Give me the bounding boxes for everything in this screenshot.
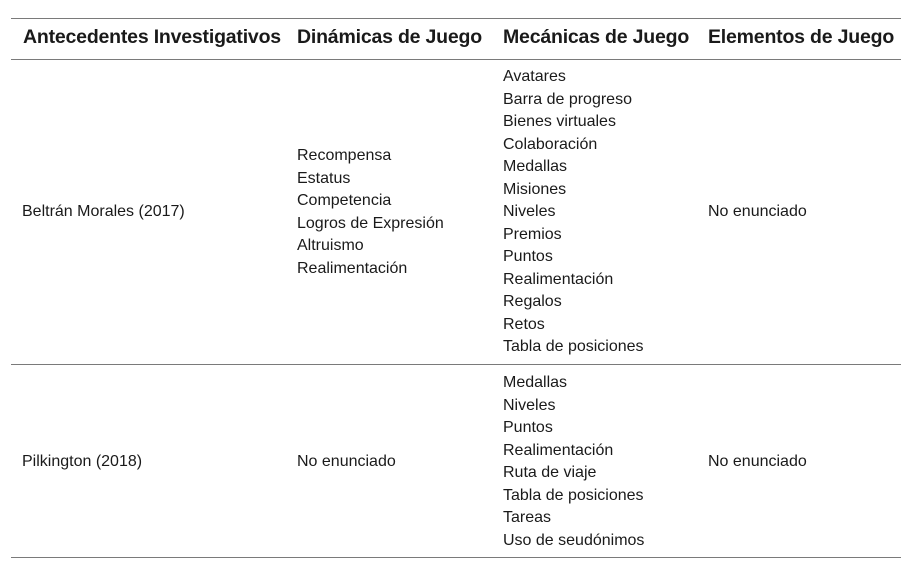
list-item: Bienes virtuales (503, 113, 616, 130)
list-item: Misiones (503, 180, 567, 198)
row2-antecedente: Pilkington (2018) (22, 453, 143, 470)
list-item: Realimentación (503, 441, 614, 459)
list-item: Niveles (503, 203, 556, 220)
list-item: Recompensa (297, 147, 392, 164)
header-rule (11, 59, 901, 60)
row1-mecanicas-list (503, 66, 644, 359)
list-item: Medallas (503, 374, 568, 391)
list-item: Medallas (503, 158, 568, 175)
list-item: Tareas (503, 509, 552, 526)
list-item: Puntos (503, 419, 553, 436)
row-divider (11, 364, 901, 365)
list-item: Barra de progreso (503, 90, 632, 108)
row2-mecanicas-list (503, 372, 644, 552)
list-item: Premios (503, 225, 562, 243)
row2-dinamicas: No enunciado (297, 453, 396, 470)
row1-dinamicas-list (297, 145, 444, 280)
header-antecedentes: Antecedentes Investigativos (23, 26, 281, 48)
list-item: Competencia (297, 192, 392, 209)
table-bottom-rule (11, 557, 901, 558)
list-item: Altruismo (297, 237, 364, 254)
list-item: Logros de Expresión (297, 214, 444, 232)
list-item: Retos (503, 315, 545, 333)
list-item: Ruta de viaje (503, 464, 597, 481)
list-item: Puntos (503, 248, 553, 265)
list-item: Tabla de posiciones (503, 338, 644, 355)
list-item: Avatares (503, 68, 566, 85)
header-dinamicas: Dinámicas de Juego (297, 26, 482, 48)
header-elementos: Elementos de Juego (708, 26, 895, 48)
list-item: Niveles (503, 396, 556, 414)
row2-elementos: No enunciado (708, 453, 807, 470)
list-item: Realimentación (297, 259, 408, 277)
header-mecanicas: Mecánicas de Juego (503, 26, 690, 48)
list-item: Estatus (297, 169, 351, 187)
row1-elementos: No enunciado (708, 203, 807, 220)
row1-antecedente: Beltrán Morales (2017) (22, 203, 185, 220)
list-item: Realimentación (503, 270, 614, 288)
table-top-rule (11, 18, 901, 19)
list-item: Regalos (503, 293, 562, 310)
list-item: Tabla de posiciones (503, 486, 644, 504)
list-item: Uso de seudónimos (503, 531, 645, 549)
list-item: Colaboración (503, 135, 598, 153)
